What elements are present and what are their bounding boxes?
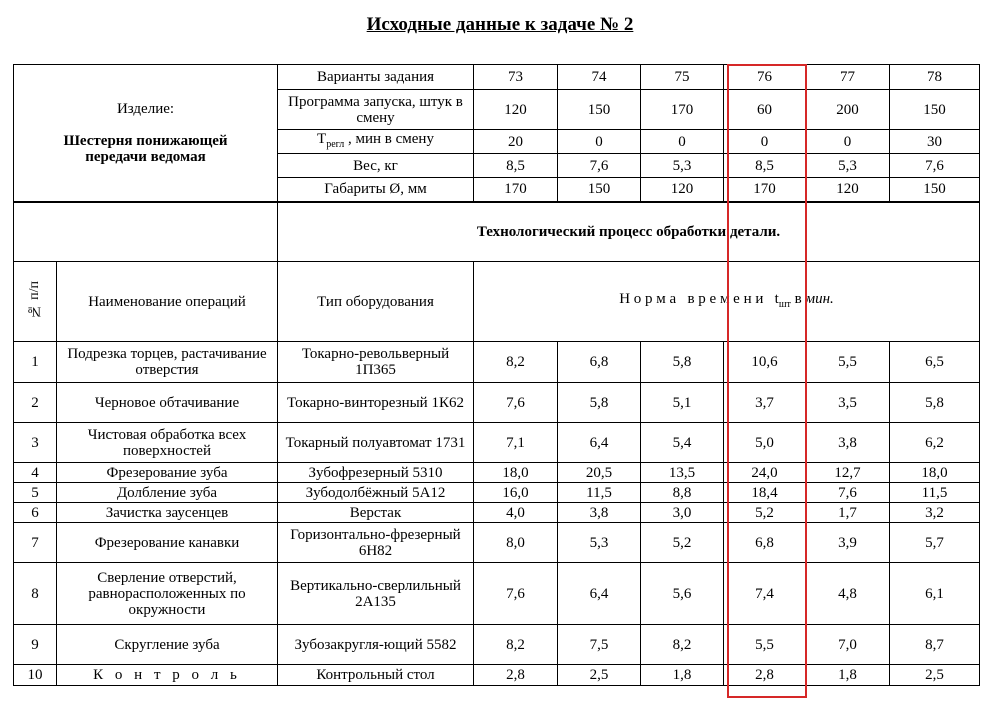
param-value: 60 xyxy=(724,90,806,130)
variant-cell: 73 xyxy=(474,65,558,90)
param-value: 0 xyxy=(724,130,806,154)
equipment-type: Зубозакругля-ющий 5582 xyxy=(278,625,474,665)
equipment-type: Вертикально-сверлильный 2А135 xyxy=(278,563,474,625)
time-value: 13,5 xyxy=(641,463,724,483)
time-value: 5,5 xyxy=(724,625,806,665)
time-value: 5,0 xyxy=(724,423,806,463)
row-number: 3 xyxy=(14,423,57,463)
time-value: 7,6 xyxy=(474,383,558,423)
param-label: Габариты Ø, мм xyxy=(278,178,474,202)
variant-cell: 75 xyxy=(641,65,724,90)
param-value: 20 xyxy=(474,130,558,154)
time-value: 6,2 xyxy=(890,423,980,463)
param-value: 150 xyxy=(558,90,641,130)
table-row xyxy=(14,463,980,483)
operation-name: Фрезерование канавки xyxy=(57,523,278,563)
table-row xyxy=(14,342,980,383)
time-value: 3,9 xyxy=(806,523,890,563)
num-header xyxy=(14,262,57,342)
param-value: 7,6 xyxy=(558,154,641,178)
param-value: 200 xyxy=(806,90,890,130)
time-value: 10,6 xyxy=(724,342,806,383)
row-number: 10 xyxy=(14,665,57,686)
treg-tail: , мин в смену xyxy=(344,130,434,147)
time-value: 5,4 xyxy=(641,423,724,463)
time-value: 3,0 xyxy=(641,503,724,523)
param-value: 8,5 xyxy=(724,154,806,178)
equipment-type: Токарный полуавтомат 1731 xyxy=(278,423,474,463)
operation-name: Зачистка заусенцев xyxy=(57,503,278,523)
time-value: 2,8 xyxy=(474,665,558,686)
time-value: 16,0 xyxy=(474,483,558,503)
time-value: 24,0 xyxy=(724,463,806,483)
param-value: 5,3 xyxy=(641,154,724,178)
time-value: 18,4 xyxy=(724,483,806,503)
equipment-type: Горизонтально-фрезерный 6Н82 xyxy=(278,523,474,563)
time-value: 1,7 xyxy=(806,503,890,523)
time-value: 1,8 xyxy=(641,665,724,686)
time-value: 7,6 xyxy=(806,483,890,503)
equipment-type: Токарно-револьверный 1П365 xyxy=(278,342,474,383)
param-value: 8,5 xyxy=(474,154,558,178)
time-value: 5,8 xyxy=(890,383,980,423)
operations-body xyxy=(14,342,980,686)
time-value: 4,8 xyxy=(806,563,890,625)
time-value: 5,8 xyxy=(558,383,641,423)
table-row xyxy=(14,625,980,665)
time-value: 5,3 xyxy=(558,523,641,563)
param-label: Варианты задания xyxy=(278,65,474,90)
norm-suffix: в xyxy=(790,290,806,307)
param-value: 0 xyxy=(806,130,890,154)
time-value: 3,2 xyxy=(890,503,980,523)
time-value: 7,5 xyxy=(558,625,641,665)
row-number: 1 xyxy=(14,342,57,383)
time-value: 5,8 xyxy=(641,342,724,383)
operation-name: Подрезка торцев, растачивание отверстия xyxy=(57,342,278,383)
operation-name: Долбление зуба xyxy=(57,483,278,503)
param-label: Вес, кг xyxy=(278,154,474,178)
variant-cell: 74 xyxy=(558,65,641,90)
param-value: 0 xyxy=(641,130,724,154)
param-value: 150 xyxy=(890,90,980,130)
time-value: 6,4 xyxy=(558,563,641,625)
equipment-type: Контрольный стол xyxy=(278,665,474,686)
norm-sub: шт xyxy=(778,298,791,310)
time-value: 3,8 xyxy=(806,423,890,463)
time-value: 11,5 xyxy=(558,483,641,503)
equipment-type: Зубофрезерный 5310 xyxy=(278,463,474,483)
time-value: 6,5 xyxy=(890,342,980,383)
time-value: 8,8 xyxy=(641,483,724,503)
operation-name: Фрезерование зуба xyxy=(57,463,278,483)
operation-name: Скругление зуба xyxy=(57,625,278,665)
row-number: 9 xyxy=(14,625,57,665)
table-row xyxy=(14,423,980,463)
page-title: Исходные данные к задаче № 2 xyxy=(366,14,634,35)
data-table xyxy=(13,64,980,686)
time-value: 5,2 xyxy=(724,503,806,523)
time-value: 4,0 xyxy=(474,503,558,523)
time-value: 8,2 xyxy=(641,625,724,665)
variant-cell: 78 xyxy=(890,65,980,90)
param-value: 7,6 xyxy=(890,154,980,178)
time-value: 1,8 xyxy=(806,665,890,686)
time-value: 8,0 xyxy=(474,523,558,563)
param-label xyxy=(278,130,474,154)
product-name: Шестерня понижающей передачи ведомая xyxy=(63,132,228,165)
time-value: 3,5 xyxy=(806,383,890,423)
table-row xyxy=(14,665,980,686)
equipment-type: Токарно-винторезный 1К62 xyxy=(278,383,474,423)
time-value: 5,1 xyxy=(641,383,724,423)
operation-name: К о н т р о л ь xyxy=(57,665,278,686)
table-row xyxy=(14,503,980,523)
param-value: 5,3 xyxy=(806,154,890,178)
norm-prefix: Н о р м а в р е м е н и t xyxy=(619,290,779,307)
operation-name: Черновое обтачивание xyxy=(57,383,278,423)
norm-unit: мин. xyxy=(805,290,834,307)
time-value: 5,5 xyxy=(806,342,890,383)
time-value: 18,0 xyxy=(474,463,558,483)
time-value: 5,7 xyxy=(890,523,980,563)
operation-name: Сверление отверстий, равнорасположенных по окружности xyxy=(57,563,278,625)
time-value: 7,1 xyxy=(474,423,558,463)
param-value: 120 xyxy=(474,90,558,130)
time-value: 7,4 xyxy=(724,563,806,625)
time-value: 8,2 xyxy=(474,342,558,383)
time-value: 12,7 xyxy=(806,463,890,483)
time-value: 3,8 xyxy=(558,503,641,523)
variant-cell: 76 xyxy=(724,65,806,90)
treg-symbol: T xyxy=(317,130,327,147)
time-value: 11,5 xyxy=(890,483,980,503)
time-value: 7,6 xyxy=(474,563,558,625)
param-label: Программа запуска, штук в смену xyxy=(278,90,474,130)
row-number: 5 xyxy=(14,483,57,503)
row-number: 7 xyxy=(14,523,57,563)
time-value: 7,0 xyxy=(806,625,890,665)
equipment-header: Тип оборудования xyxy=(278,262,474,342)
row-number: 8 xyxy=(14,563,57,625)
time-value: 6,1 xyxy=(890,563,980,625)
time-value: 6,8 xyxy=(724,523,806,563)
param-value: 150 xyxy=(558,178,641,202)
param-value: 170 xyxy=(724,178,806,202)
norm-header xyxy=(474,262,980,342)
param-value: 30 xyxy=(890,130,980,154)
time-value: 3,7 xyxy=(724,383,806,423)
row-number: 2 xyxy=(14,383,57,423)
num-header-text: № п/п xyxy=(27,280,42,319)
time-value: 6,8 xyxy=(558,342,641,383)
blank-cell xyxy=(14,202,278,262)
time-value: 2,5 xyxy=(890,665,980,686)
table-row xyxy=(14,383,980,423)
param-value: 150 xyxy=(890,178,980,202)
time-value: 6,4 xyxy=(558,423,641,463)
time-value: 8,2 xyxy=(474,625,558,665)
operation-name: Чистовая обработка всех поверхностей xyxy=(57,423,278,463)
treg-sub: регл xyxy=(326,138,345,150)
product-label: Изделие: xyxy=(116,100,175,117)
equipment-type: Верстак xyxy=(278,503,474,523)
operation-header: Наименование операций xyxy=(57,262,278,342)
product-cell xyxy=(14,65,278,202)
time-value: 20,5 xyxy=(558,463,641,483)
table-row xyxy=(14,523,980,563)
param-value: 170 xyxy=(641,90,724,130)
param-value: 0 xyxy=(558,130,641,154)
param-value: 120 xyxy=(641,178,724,202)
process-heading: Технологический процесс обработки детали. xyxy=(278,202,980,262)
time-value: 5,2 xyxy=(641,523,724,563)
variant-cell: 77 xyxy=(806,65,890,90)
equipment-type: Зубодолбёжный 5А12 xyxy=(278,483,474,503)
table-row xyxy=(14,483,980,503)
time-value: 5,6 xyxy=(641,563,724,625)
time-value: 18,0 xyxy=(890,463,980,483)
table-row xyxy=(14,563,980,625)
row-number: 6 xyxy=(14,503,57,523)
param-value: 170 xyxy=(474,178,558,202)
param-value: 120 xyxy=(806,178,890,202)
time-value: 2,5 xyxy=(558,665,641,686)
time-value: 8,7 xyxy=(890,625,980,665)
time-value: 2,8 xyxy=(724,665,806,686)
row-number: 4 xyxy=(14,463,57,483)
